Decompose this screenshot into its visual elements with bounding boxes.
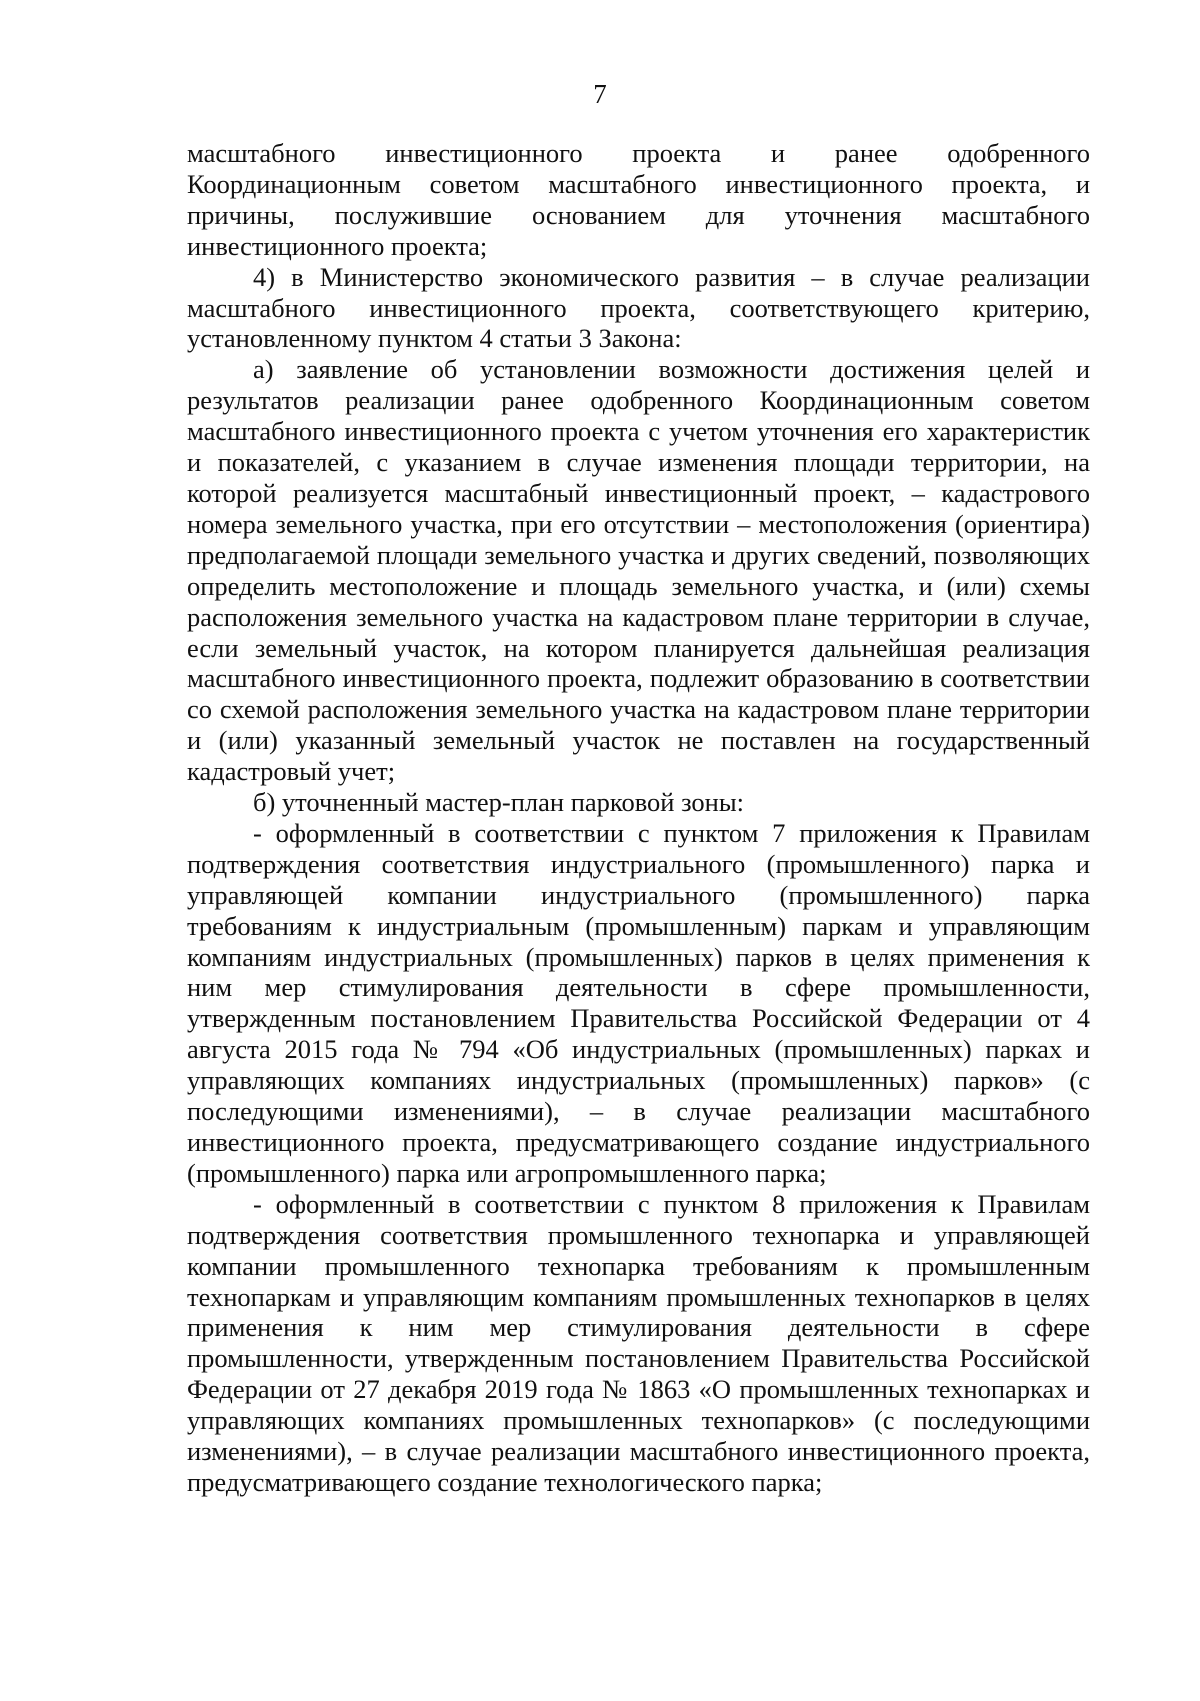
paragraph-continuation: масштабного инвестиционного проекта и ранее одобренного Координационным советом масштабного инвестиционного проекта, и причины, послужившие основанием для уточнения масштабного инвестиционного проекта;: [187, 138, 1090, 261]
paragraph-item-b: б) уточненный мастер-план парковой зоны:: [253, 787, 745, 818]
page-number: 7: [593, 79, 607, 109]
paragraph-item-a: а) заявление об установлении возможности достижения целей и результатов реализации ранее одобренного Координационным советом масштабного инвестиционного проекта с учетом уточнения его характеристик и показателей, с указанием в случае изменения площади территории, на которой реализуется масштабный инвестиционный проект, – кадастрового номера земельного участка, при его отсутствии – местоположения (ориентира) предполагаемой площади земельного участка и других сведений, позволяющих определить местоположение и площадь земельного участка, и (или) схемы расположения земельного участка на кадастровом плане территории в случае, если земельный участок, на котором планируется дальнейшая реализация масштабного инвестиционного проекта, подлежит образованию в соответствии со схемой расположения земельного участка на кадастровом плане территории и (или) указанный земельный участок не поставлен на государственный кадастровый учет;: [187, 354, 1090, 787]
paragraph-bullet-industrial-park: - оформленный в соответствии с пунктом 7 приложения к Правилам подтверждения соответствия индустриального (промышленного) парка и управляющей компании индустриального (промышленного) парка требованиям к индустриальным (промышленным) паркам и управляющим компаниям индустриальных (промышленных) парков в целях применения к ним мер стимулирования деятельности в сфере промышленности, утвержденным постановлением Правительства Российской Федерации от 4 августа 2015 года № 794 «Об индустриальных (промышленных) парках и управляющих компаниях индустриальных (промышленных) парков» (с последующими изменениями), – в случае реализации масштабного инвестиционного проекта, предусматривающего создание индустриального (промышленного) парка или агропромышленного парка;: [187, 817, 1090, 1188]
paragraph-item-4: 4) в Министерство экономического развития – в случае реализации масштабного инвестиционного проекта, соответствующего критерию, установленному пунктом 4 статьи 3 Закона:: [187, 261, 1090, 354]
document-body: [187, 138, 1090, 1498]
paragraph-bullet-technopark: - оформленный в соответствии с пунктом 8 приложения к Правилам подтверждения соответствия промышленного технопарка и управляющей компании промышленного технопарка требованиям к промышленным технопаркам и управляющим компаниям промышленных технопарков в целях применения к ним мер стимулирования деятельности в сфере промышленности, утвержденным постановлением Правительства Российской Федерации от 27 декабря 2019 года № 1863 «О промышленных технопарках и управляющих компаниях промышленных технопарков» (с последующими изменениями), – в случае реализации масштабного инвестиционного проекта, предусматривающего создание технологического парка;: [187, 1188, 1090, 1497]
